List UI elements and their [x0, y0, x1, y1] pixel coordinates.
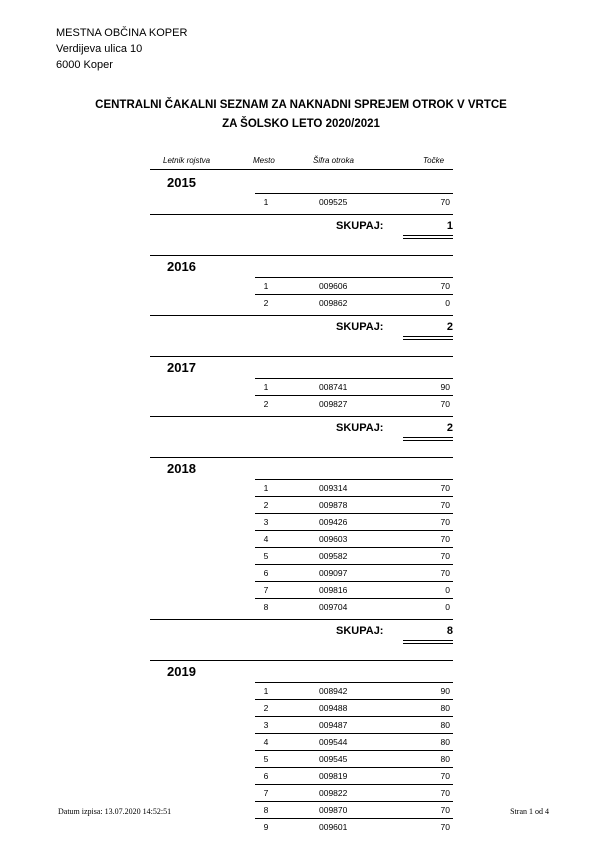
points-cell: 80	[440, 737, 450, 747]
group-year: 2017	[167, 360, 196, 375]
group-total	[150, 416, 453, 441]
table-row	[255, 193, 453, 211]
place-cell: 2	[263, 703, 269, 713]
total-double-underline	[403, 336, 453, 340]
points-cell: 70	[440, 483, 450, 493]
points-cell: 0	[445, 585, 450, 595]
table-row	[255, 530, 453, 548]
header-year: Letnik rojstva	[163, 156, 211, 165]
table-row	[255, 479, 453, 497]
group-year: 2016	[167, 259, 196, 274]
points-cell: 70	[440, 771, 450, 781]
table-row	[255, 750, 453, 768]
code-cell: 009603	[319, 534, 348, 544]
total-value: 2	[446, 422, 453, 434]
place-cell: 1	[263, 197, 269, 207]
header-rule	[150, 169, 453, 170]
group-year: 2019	[167, 664, 196, 679]
points-cell: 70	[440, 281, 450, 291]
place-cell: 1	[263, 483, 269, 493]
group-year: 2015	[167, 175, 196, 190]
table-row	[255, 801, 453, 819]
code-cell: 009487	[319, 720, 348, 730]
table-row	[255, 784, 453, 802]
code-cell: 009704	[319, 602, 348, 612]
place-cell: 4	[263, 737, 269, 747]
title-line: CENTRALNI ČAKALNI SEZNAM ZA NAKNADNI SPREJEM OTROK V VRTCE	[95, 99, 507, 111]
code-cell: 009878	[319, 500, 348, 510]
code-cell: 009097	[319, 568, 348, 578]
group-total	[150, 214, 453, 239]
title-line: ZA ŠOLSKO LETO 2020/2021	[222, 118, 380, 130]
code-cell: 009544	[319, 737, 348, 747]
code-cell: 009314	[319, 483, 348, 493]
header-points: Točke	[423, 156, 445, 165]
total-double-underline	[403, 235, 453, 239]
place-cell: 2	[263, 298, 269, 308]
code-cell: 009862	[319, 298, 348, 308]
place-cell: 5	[263, 551, 269, 561]
table-row	[255, 294, 453, 312]
table-row	[255, 496, 453, 514]
code-cell: 009606	[319, 281, 348, 291]
total-label: SKUPAJ:	[336, 321, 384, 333]
header-code: Šifra otroka	[313, 156, 354, 165]
total-double-underline	[403, 640, 453, 644]
table-row	[255, 547, 453, 565]
table-row	[255, 395, 453, 413]
sender-line: 6000 Koper	[56, 59, 113, 71]
page-number: Stran 1 od 4	[510, 807, 549, 816]
place-cell: 6	[263, 568, 269, 578]
code-cell: 009582	[319, 551, 348, 561]
points-cell: 0	[445, 298, 450, 308]
place-cell: 1	[263, 382, 269, 392]
group-total	[150, 315, 453, 340]
table-row	[255, 513, 453, 531]
group-separator	[150, 660, 453, 661]
points-cell: 70	[440, 805, 450, 815]
document-title	[0, 96, 602, 134]
table-row	[255, 682, 453, 700]
points-cell: 0	[445, 602, 450, 612]
code-cell: 008741	[319, 382, 348, 392]
points-cell: 70	[440, 534, 450, 544]
total-value: 8	[446, 625, 453, 637]
sender-line: MESTNA OBČINA KOPER	[56, 27, 188, 39]
code-cell: 009488	[319, 703, 348, 713]
code-cell: 009545	[319, 754, 348, 764]
points-cell: 70	[440, 788, 450, 798]
points-cell: 70	[440, 517, 450, 527]
table-row	[255, 598, 453, 616]
code-cell: 009870	[319, 805, 348, 815]
total-double-underline	[403, 437, 453, 441]
code-cell: 009816	[319, 585, 348, 595]
group-year: 2018	[167, 461, 196, 476]
points-cell: 70	[440, 822, 450, 832]
points-cell: 90	[440, 686, 450, 696]
table-row	[255, 767, 453, 785]
table-row	[255, 733, 453, 751]
place-cell: 3	[263, 517, 269, 527]
place-cell: 9	[263, 822, 269, 832]
sender-line: Verdijeva ulica 10	[56, 43, 143, 55]
points-cell: 70	[440, 500, 450, 510]
column-headers	[0, 156, 602, 170]
total-label: SKUPAJ:	[336, 422, 384, 434]
code-cell: 009601	[319, 822, 348, 832]
code-cell: 009819	[319, 771, 348, 781]
place-cell: 1	[263, 686, 269, 696]
table-row	[255, 564, 453, 582]
table-row	[255, 818, 453, 836]
code-cell: 009827	[319, 399, 348, 409]
code-cell: 009426	[319, 517, 348, 527]
points-cell: 70	[440, 568, 450, 578]
total-value: 1	[446, 220, 453, 232]
place-cell: 5	[263, 754, 269, 764]
points-cell: 80	[440, 720, 450, 730]
table-row	[255, 581, 453, 599]
group-separator	[150, 356, 453, 357]
points-cell: 70	[440, 551, 450, 561]
table-row	[255, 378, 453, 396]
points-cell: 80	[440, 754, 450, 764]
points-cell: 70	[440, 399, 450, 409]
group-total	[150, 619, 453, 644]
sender-address	[56, 25, 187, 73]
place-cell: 6	[263, 771, 269, 781]
total-value: 2	[446, 321, 453, 333]
table-row	[255, 699, 453, 717]
table-row	[255, 716, 453, 734]
place-cell: 7	[263, 585, 269, 595]
place-cell: 2	[263, 500, 269, 510]
code-cell: 009525	[319, 197, 348, 207]
points-cell: 80	[440, 703, 450, 713]
code-cell: 008942	[319, 686, 348, 696]
group-separator	[150, 255, 453, 256]
header-place: Mesto	[253, 156, 275, 165]
place-cell: 4	[263, 534, 269, 544]
place-cell: 2	[263, 399, 269, 409]
points-cell: 70	[440, 197, 450, 207]
place-cell: 7	[263, 788, 269, 798]
total-label: SKUPAJ:	[336, 220, 384, 232]
place-cell: 8	[263, 602, 269, 612]
place-cell: 8	[263, 805, 269, 815]
place-cell: 3	[263, 720, 269, 730]
points-cell: 90	[440, 382, 450, 392]
total-label: SKUPAJ:	[336, 625, 384, 637]
code-cell: 009822	[319, 788, 348, 798]
print-date: Datum izpisa: 13.07.2020 14:52:51	[58, 807, 172, 816]
place-cell: 1	[263, 281, 269, 291]
group-separator	[150, 457, 453, 458]
table-row	[255, 277, 453, 295]
